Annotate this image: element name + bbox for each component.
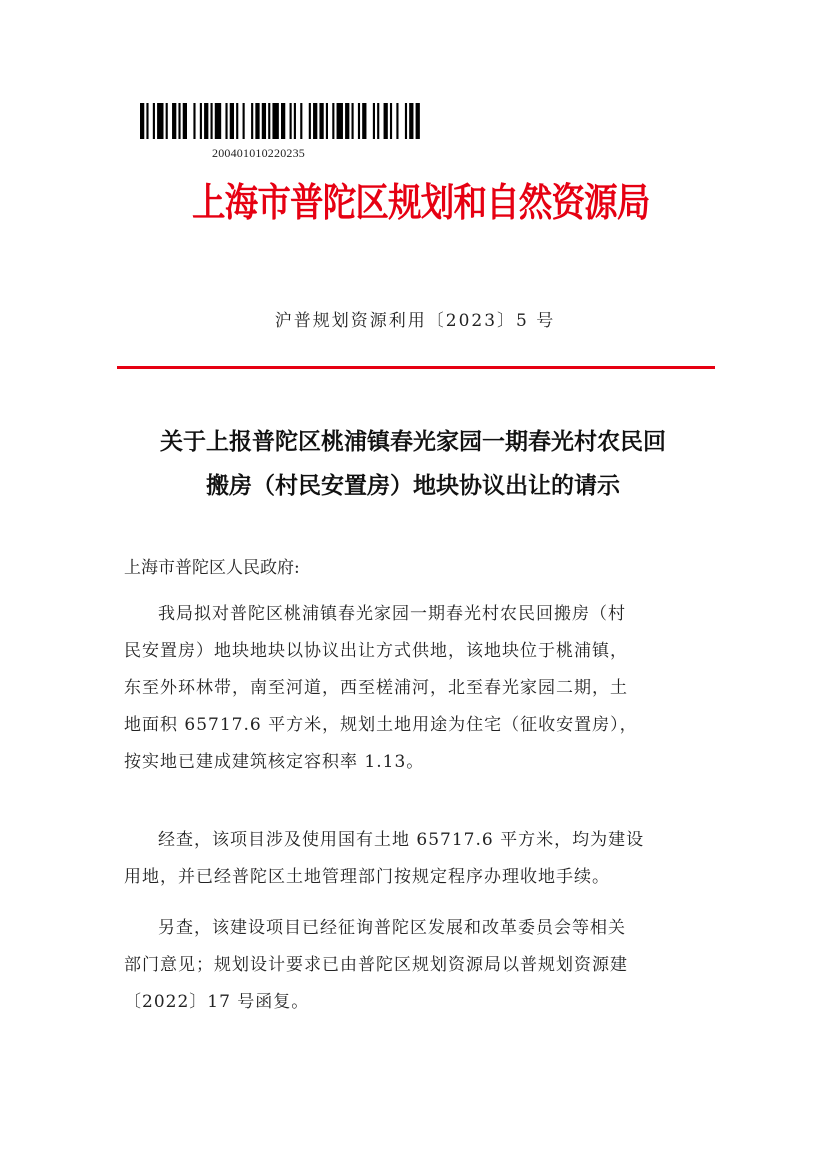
barcode-bar	[373, 103, 375, 139]
paragraph-1	[124, 596, 704, 781]
paragraph-2-line: 经查，该项目涉及使用国有土地 65717.6 平方米，均为建设	[158, 830, 645, 850]
document-title-line-1: 关于上报普陀区桃浦镇春光家园一期春光村农民回	[160, 429, 666, 455]
barcode-bar	[268, 103, 270, 139]
red-divider-line	[117, 366, 715, 369]
barcode-bar	[236, 103, 238, 139]
paragraph-1-line: 民安置房）地块地块以协议出让方式供地，该地块位于桃浦镇，	[124, 641, 628, 661]
paragraph-1-line: 我局拟对普陀区桃浦镇春光家园一期春光村农民回搬房（村	[158, 604, 626, 624]
barcode-bar	[200, 103, 202, 139]
barcode-bar	[416, 103, 420, 139]
document-title	[100, 420, 726, 508]
paragraph-2-line: 用地，并已经普陀区土地管理部门按规定程序办理收地手续。	[124, 867, 610, 887]
barcode-bar	[204, 103, 208, 139]
document-number: 沪普规划资源利用〔2023〕5 号	[274, 311, 556, 331]
barcode-bar	[281, 103, 285, 139]
paragraph-3	[124, 910, 704, 1021]
barcode-bar	[272, 103, 278, 139]
barcode-bar	[166, 103, 168, 139]
barcode-bar	[319, 103, 323, 139]
barcode-bar	[193, 103, 195, 139]
barcode-bar	[409, 103, 413, 139]
barcode-bar	[178, 103, 180, 139]
barcode-bar	[225, 103, 227, 139]
barcode-bar	[377, 103, 379, 139]
barcode-bar	[337, 103, 343, 139]
paragraph-2	[124, 822, 704, 896]
barcode-bar	[390, 103, 392, 139]
paragraph-1-line: 按实地已建成建筑核定容积率 1.13。	[124, 752, 425, 772]
barcode-bar	[384, 103, 388, 139]
barcode-bar	[215, 103, 221, 139]
barcode	[140, 103, 422, 139]
paragraph-3-line: 部门意见；规划设计要求已由普陀区规划资源局以普规划资源建	[124, 955, 628, 975]
barcode-bar	[230, 103, 234, 139]
barcode-bar	[251, 103, 253, 139]
barcode-bar	[309, 103, 311, 139]
paragraph-1-line: 东至外环林带，南至河道，西至槎浦河，北至春光家园二期，土	[124, 678, 628, 698]
barcode-bar	[290, 103, 292, 139]
barcode-bar	[262, 103, 266, 139]
barcode-bar	[300, 103, 302, 139]
barcode-bar	[146, 103, 148, 139]
barcode-bar	[362, 103, 366, 139]
barcode-bar	[183, 103, 187, 139]
paragraph-3-line: 〔2022〕17 号函复。	[124, 992, 310, 1012]
barcode-bar	[358, 103, 360, 139]
salutation: 上海市普陀区人民政府:	[124, 558, 300, 578]
barcode-number: 200401010220235	[212, 146, 305, 160]
paragraph-3-line: 另查，该建设项目已经征询普陀区发展和改革委员会等相关	[158, 918, 626, 938]
barcode-bar	[352, 103, 354, 139]
barcode-bar	[405, 103, 407, 139]
barcode-bar	[140, 103, 144, 139]
barcode-bar	[157, 103, 163, 139]
barcode-bar	[326, 103, 328, 139]
barcode-bar	[255, 103, 259, 139]
barcode-bar	[332, 103, 334, 139]
barcode-bar	[243, 103, 245, 139]
issuing-organization-title: 上海市普陀区规划和自然资源局	[192, 180, 650, 226]
barcode-bar	[313, 103, 317, 139]
barcode-bar	[153, 103, 155, 139]
paragraph-1-line: 地面积 65717.6 平方米，规划土地用途为住宅（征收安置房），	[124, 715, 638, 735]
document-title-line-2: 搬房（村民安置房）地块协议出让的请示	[206, 473, 620, 499]
barcode-bar	[345, 103, 349, 139]
barcode-bar	[294, 103, 296, 139]
barcode-bar	[396, 103, 398, 139]
barcode-bar	[172, 103, 176, 139]
barcode-bar	[211, 103, 213, 139]
